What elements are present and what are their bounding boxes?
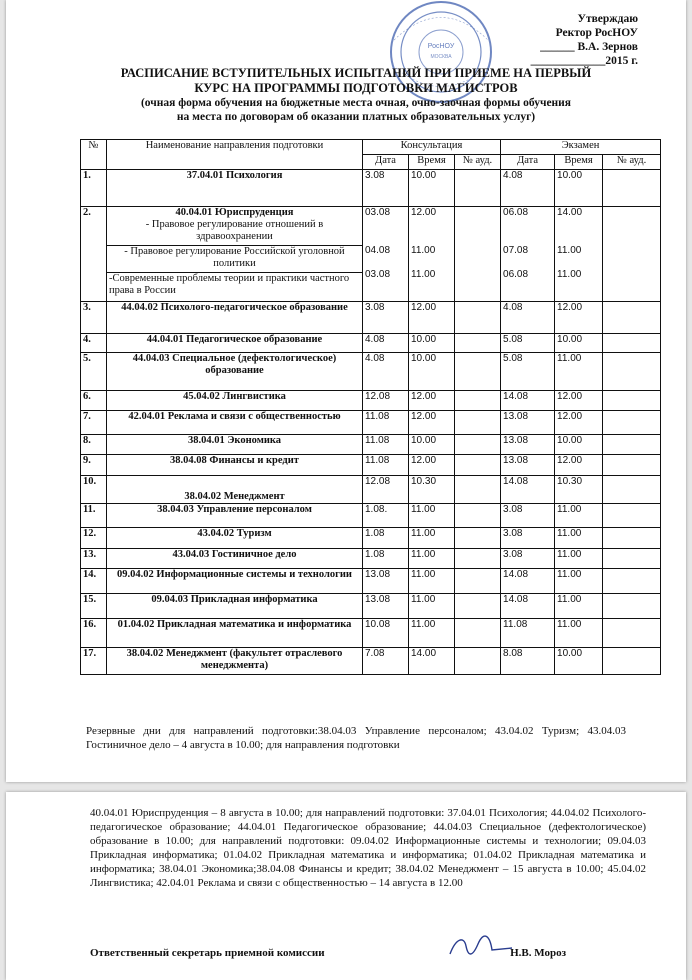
consult-time-2: 11.00 [411, 245, 436, 256]
row-name [107, 207, 363, 302]
subtitle-line1: (очная форма обучения на бюджетные места очная, очно-заочная формы обучения [140, 97, 572, 109]
exam-room [603, 334, 661, 353]
signature-name: Н.В. Мороз [510, 947, 566, 959]
consult-date: 12.08 [363, 391, 409, 411]
exam-time [555, 207, 603, 302]
exam-time: 12.00 [555, 411, 603, 435]
row-num: 8. [81, 435, 107, 455]
row-name-main: 40.04.01 Юриспруденция [175, 207, 294, 218]
row-name: 44.04.01 Педагогическое образование [107, 334, 363, 353]
exam-date: 14.08 [501, 569, 555, 594]
table-row [81, 435, 661, 455]
row-name: 45.04.02 Лингвистика [107, 391, 363, 411]
consult-time: 12.00 [409, 391, 455, 411]
exam-time: 10.00 [555, 648, 603, 675]
row-num: 11. [81, 504, 107, 528]
exam-room [603, 207, 661, 302]
document-title [66, 66, 646, 124]
consult-time: 11.00 [409, 528, 455, 549]
approval-line3: ______ В.А. Зернов [540, 41, 638, 53]
approval-line4: _____________2015 г. [530, 55, 638, 67]
exam-date [501, 207, 555, 302]
table-row [81, 504, 661, 528]
row-subprogram: - Правовое регулирование отношений в здравоохранении [145, 219, 324, 242]
consult-room [455, 648, 501, 675]
row-name: 38.04.08 Финансы и кредит [107, 455, 363, 476]
row-num: 14. [81, 569, 107, 594]
consult-time: 11.00 [409, 594, 455, 619]
exam-date: 14.08 [501, 594, 555, 619]
consult-room [455, 435, 501, 455]
exam-room [603, 619, 661, 648]
svg-text:РосНОУ: РосНОУ [427, 43, 455, 50]
exam-time: 10.00 [555, 334, 603, 353]
consult-date: 7.08 [363, 648, 409, 675]
row-num: 13. [81, 549, 107, 569]
exam-room [603, 170, 661, 207]
consult-room [455, 455, 501, 476]
exam-date: 8.08 [501, 648, 555, 675]
table-row [81, 207, 661, 302]
row-num: 3. [81, 302, 107, 334]
exam-room [603, 302, 661, 334]
row-name: 38.04.01 Экономика [107, 435, 363, 455]
exam-room [603, 411, 661, 435]
exam-date-3: 06.08 [503, 269, 529, 280]
table-row [81, 528, 661, 549]
consult-date: 13.08 [363, 569, 409, 594]
consult-room [455, 476, 501, 504]
consult-room [455, 594, 501, 619]
consult-date: 1.08 [363, 528, 409, 549]
approval-line2: Ректор РосНОУ [555, 27, 638, 39]
row-name: 38.04.02 Менеджмент [107, 476, 363, 504]
consult-date: 11.08 [363, 411, 409, 435]
consult-room [455, 411, 501, 435]
consult-date: 4.08 [363, 353, 409, 391]
table-row [81, 569, 661, 594]
exam-time: 12.00 [555, 302, 603, 334]
exam-room [603, 594, 661, 619]
exam-time-3: 11.00 [557, 269, 582, 280]
exam-date: 5.08 [501, 353, 555, 391]
row-name: 38.04.03 Управление персоналом [107, 504, 363, 528]
consult-time [409, 207, 455, 302]
table-row [81, 411, 661, 435]
row-num: 10. [81, 476, 107, 504]
header-name: Наименование направления подготовки [107, 140, 363, 170]
row-name: 43.04.02 Туризм [107, 528, 363, 549]
table-row [81, 594, 661, 619]
consult-date-1: 03.08 [365, 207, 391, 218]
reserve-days-note: Резервные дни для направлений подготовки:38.04.03 Управление персоналом; 43.04.02 Туризм; 43.04.03 Гостиничное дело – 4 августа в 10.00; для направления подготовки [86, 725, 626, 751]
consult-time: 10.00 [409, 170, 455, 207]
consult-date: 1.08. [363, 504, 409, 528]
exam-date: 3.08 [501, 549, 555, 569]
consult-room [455, 528, 501, 549]
exam-date: 14.08 [501, 476, 555, 504]
table-row [81, 549, 661, 569]
exam-date: 3.08 [501, 528, 555, 549]
row-name: 42.04.01 Реклама и связи с общественностью [107, 411, 363, 435]
row-num: 12. [81, 528, 107, 549]
row-num: 7. [81, 411, 107, 435]
title-line1: РАСПИСАНИЕ ВСТУПИТЕЛЬНЫХ ИСПЫТАНИЙ ПРИ ПРИЕМЕ НА ПЕРВЫЙ [120, 66, 592, 80]
exam-time: 11.00 [555, 353, 603, 391]
table-row [81, 302, 661, 334]
consult-date: 4.08 [363, 334, 409, 353]
exam-time: 11.00 [555, 619, 603, 648]
row-name: 09.04.02 Информационные системы и технологии [107, 569, 363, 594]
consult-time-3: 11.00 [411, 269, 436, 280]
consult-room [455, 334, 501, 353]
consult-time: 11.00 [409, 619, 455, 648]
header-exam: Экзамен [501, 140, 661, 155]
consult-date: 11.08 [363, 435, 409, 455]
table-row [81, 619, 661, 648]
exam-date-2: 07.08 [503, 245, 529, 256]
row-num: 15. [81, 594, 107, 619]
consult-time: 14.00 [409, 648, 455, 675]
exam-room [603, 528, 661, 549]
consult-room [455, 302, 501, 334]
exam-date: 13.08 [501, 435, 555, 455]
row-num: 16. [81, 619, 107, 648]
consult-room [455, 207, 501, 302]
header-consult-room: № ауд. [455, 155, 501, 170]
exam-time: 11.00 [555, 594, 603, 619]
consult-date: 12.08 [363, 476, 409, 504]
consult-room [455, 569, 501, 594]
header-consult: Консультация [363, 140, 501, 155]
exam-room [603, 569, 661, 594]
exam-time-1: 14.00 [557, 207, 583, 218]
row-subprogram: -Современные проблемы теории и практики частного права в России [107, 272, 362, 297]
consult-room [455, 391, 501, 411]
exam-time: 10.00 [555, 435, 603, 455]
consult-date: 11.08 [363, 455, 409, 476]
exam-room [603, 353, 661, 391]
consult-room [455, 549, 501, 569]
row-num: 1. [81, 170, 107, 207]
consult-room [455, 619, 501, 648]
row-name: 43.04.03 Гостиничное дело [107, 549, 363, 569]
header-num: № [81, 140, 107, 170]
consult-time: 11.00 [409, 569, 455, 594]
consult-time: 10.00 [409, 334, 455, 353]
header-consult-time: Время [409, 155, 455, 170]
signature-role: Ответственный секретарь приемной комиссии [90, 947, 325, 959]
row-num: 2. [81, 207, 107, 302]
consult-date: 3.08 [363, 170, 409, 207]
exam-date: 11.08 [501, 619, 555, 648]
approval-block [531, 12, 638, 68]
exam-date: 5.08 [501, 334, 555, 353]
schedule-table [80, 139, 661, 675]
row-num: 4. [81, 334, 107, 353]
title-line2: КУРС НА ПРОГРАММЫ ПОДГОТОВКИ МАГИСТРОВ [194, 81, 518, 95]
row-num: 17. [81, 648, 107, 675]
table-row [81, 353, 661, 391]
header-consult-date: Дата [363, 155, 409, 170]
exam-time: 11.00 [555, 569, 603, 594]
exam-room [603, 391, 661, 411]
consult-room [455, 170, 501, 207]
approval-line1: Утверждаю [577, 13, 638, 25]
signature-line [90, 947, 566, 959]
exam-time: 10.00 [555, 170, 603, 207]
exam-room [603, 455, 661, 476]
consult-room [455, 353, 501, 391]
header-exam-time: Время [555, 155, 603, 170]
row-name: 38.04.02 Менеджмент (факультет отраслевого менеджмента) [107, 648, 363, 675]
row-name: 37.04.01 Психология [107, 170, 363, 207]
exam-time: 12.00 [555, 455, 603, 476]
exam-date-1: 06.08 [503, 207, 529, 218]
row-num: 9. [81, 455, 107, 476]
consult-date [363, 207, 409, 302]
reserve-days-note-continued: 40.04.01 Юриспруденция – 8 августа в 10.00; для направлений подготовки: 37.04.01 Психология; 44.04.02 Психолого-педагогическое образование; 44.04.01 Педагогическое образование; 44.04.03 Специальное (дефектологическое) образование в 10.00; для направлений подготовки: 09.04.02 Информационные системы и технологии; 09.04.03 Прикладная информатика; 01.04.02 Прикладная математика и информатика; 01.04.02 Прикладная математика и информатика; 38.04.01 Экономика;38.04.08 Финансы и кредит; 38.04.02 Менеджмент – 15 августа в 10.00; 45.04.02 Лингвистика; 42.04.01 Реклама и связи с общественностью – 14 августа в 12.00 [90, 807, 646, 889]
row-name: 01.04.02 Прикладная математика и информатика [107, 619, 363, 648]
table-row [81, 648, 661, 675]
exam-time-2: 11.00 [557, 245, 582, 256]
exam-date: 3.08 [501, 504, 555, 528]
exam-date: 4.08 [501, 302, 555, 334]
exam-date: 4.08 [501, 170, 555, 207]
exam-room [603, 648, 661, 675]
exam-room [603, 549, 661, 569]
exam-time: 11.00 [555, 504, 603, 528]
exam-room [603, 435, 661, 455]
consult-time: 10.00 [409, 435, 455, 455]
consult-time: 12.00 [409, 302, 455, 334]
consult-time: 12.00 [409, 455, 455, 476]
consult-date: 3.08 [363, 302, 409, 334]
consult-date-3: 03.08 [365, 269, 391, 280]
consult-time: 11.00 [409, 504, 455, 528]
consult-date: 1.08 [363, 549, 409, 569]
header-exam-room: № ауд. [603, 155, 661, 170]
table-row [81, 170, 661, 207]
exam-time: 11.00 [555, 528, 603, 549]
svg-text:МОСКВА: МОСКВА [430, 54, 452, 60]
exam-date: 14.08 [501, 391, 555, 411]
exam-date: 13.08 [501, 411, 555, 435]
row-name: 09.04.03 Прикладная информатика [107, 594, 363, 619]
row-num: 6. [81, 391, 107, 411]
subtitle-line2: на места по договорам об оказании платных образовательных услуг) [176, 111, 536, 123]
consult-date: 10.08 [363, 619, 409, 648]
exam-time: 10.30 [555, 476, 603, 504]
row-name: 44.04.02 Психолого-педагогическое образование [107, 302, 363, 334]
exam-time: 11.00 [555, 549, 603, 569]
table-row [81, 476, 661, 504]
table-row [81, 391, 661, 411]
row-name: 44.04.03 Специальное (дефектологическое) образование [107, 353, 363, 391]
header-exam-date: Дата [501, 155, 555, 170]
exam-date: 13.08 [501, 455, 555, 476]
page-1 [6, 0, 686, 782]
table-row [81, 455, 661, 476]
row-subprogram: - Правовое регулирование Российской уголовной политики [107, 245, 362, 270]
consult-date: 13.08 [363, 594, 409, 619]
consult-time: 10.00 [409, 353, 455, 391]
consult-room [455, 504, 501, 528]
exam-time: 12.00 [555, 391, 603, 411]
consult-time: 12.00 [409, 411, 455, 435]
consult-date-2: 04.08 [365, 245, 391, 256]
page-2 [6, 792, 686, 980]
table-row [81, 334, 661, 353]
exam-room [603, 504, 661, 528]
consult-time-1: 12.00 [411, 207, 437, 218]
row-num: 5. [81, 353, 107, 391]
consult-time: 11.00 [409, 549, 455, 569]
consult-time: 10.30 [409, 476, 455, 504]
exam-room [603, 476, 661, 504]
